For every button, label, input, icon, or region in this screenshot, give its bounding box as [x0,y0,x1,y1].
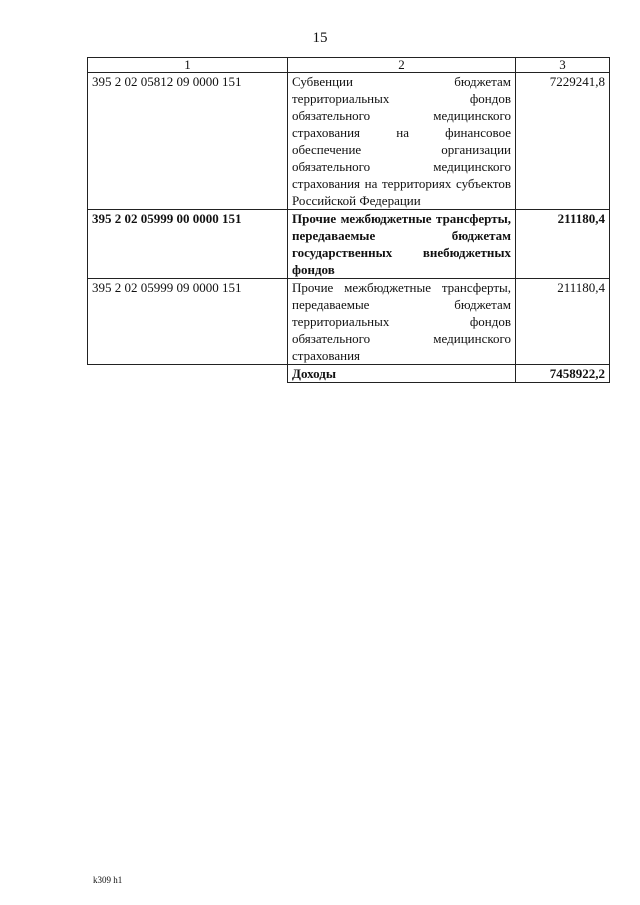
budget-table [87,57,610,383]
table-header-row [88,58,610,73]
row-amount: 211180,4 [516,279,610,365]
column-header-1: 1 [88,58,288,73]
total-empty-cell [88,365,288,383]
row-description: Прочие межбюджетные трансферты, передаваемые бюджетам территориальных фондов обязательного медицинского страхования [288,279,516,365]
total-label: Доходы [288,365,516,383]
page-number: 15 [312,30,328,46]
total-amount: 7458922,2 [516,365,610,383]
row-code: 395 2 02 05999 09 0000 151 [88,279,288,365]
table-row [88,73,610,210]
table-row [88,210,610,279]
row-description: Субвенции бюджетам территориальных фондов обязательного медицинского страхования на финансовое обеспечение организации обязательного медицинского страхования на территориях субъектов Российской Федерации [288,73,516,210]
column-header-3: 3 [516,58,610,73]
row-code: 395 2 02 05999 00 0000 151 [88,210,288,279]
row-code: 395 2 02 05812 09 0000 151 [88,73,288,210]
table-row [88,279,610,365]
column-header-2: 2 [288,58,516,73]
row-description: Прочие межбюджетные трансферты, передаваемые бюджетам государственных внебюджетных фондов [288,210,516,279]
footer-code: k309 h1 [93,875,123,885]
row-amount: 211180,4 [516,210,610,279]
row-amount: 7229241,8 [516,73,610,210]
total-row [88,365,610,383]
